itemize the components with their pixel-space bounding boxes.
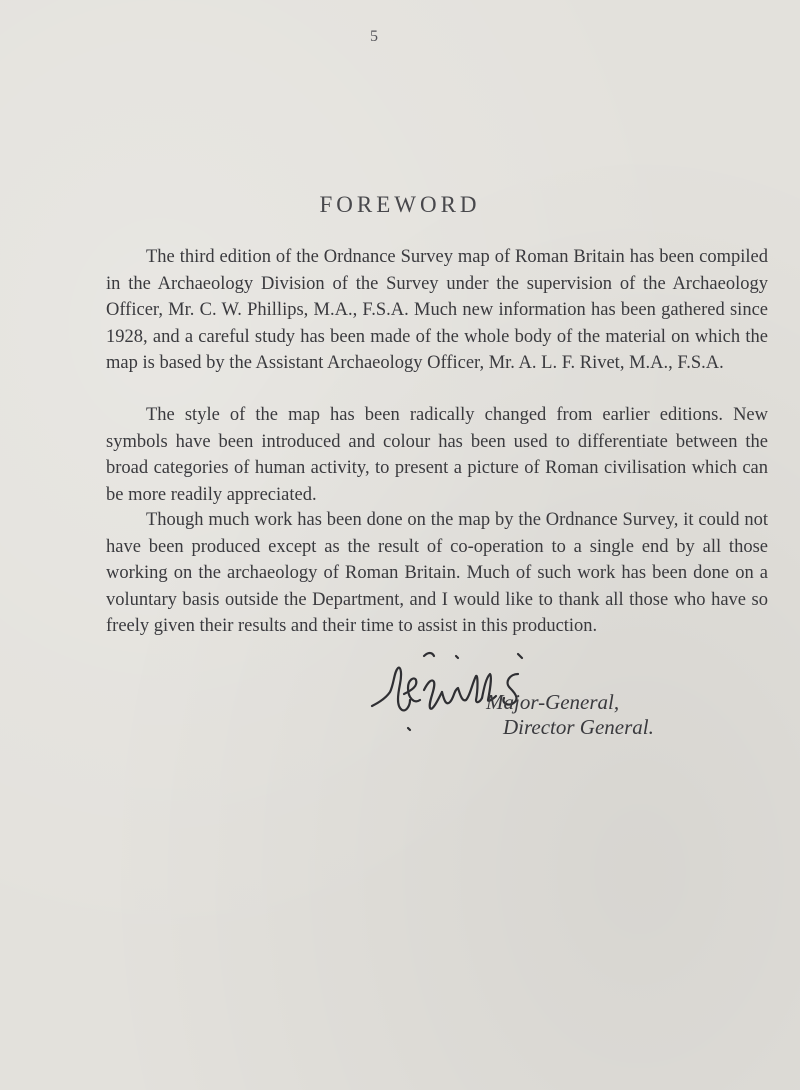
signature-title: Director General.	[503, 715, 654, 739]
paragraph-2: The style of the map has been radically changed from earlier editions. New symbols have been introduced and colour has been used to differentiate between the broad categories of human activity, to present a picture of Roman civilisation which can be more readily appreciated.	[106, 405, 768, 505]
page-title: FOREWORD	[319, 192, 481, 217]
signature-block	[368, 644, 688, 754]
signature-rank: Major-General,	[486, 690, 620, 714]
page-number: 5	[370, 28, 378, 45]
paragraph-1: The third edition of the Ordnance Survey map of Roman Britain has been compiled in the Archaeology Division of the Survey under the supervision of the Archaeology Officer, Mr. C. W. Phillips, M.A., F.S.A. Much new information has been gathered since 1928, and a careful study has been made of the whole body of the material on which the map is based by the Assistant Archaeology Officer, Mr. A. L. F. Rivet, M.A., F.S.A.	[106, 247, 768, 373]
paragraph-3: Though much work has been done on the map by the Ordnance Survey, it could not have been produced except as the result of co-operation to a single end by all those working on the archaeology of Roman Britain. Much of such work has been done on a voluntary basis outside the Department, and I would like to thank all those who have so freely given their results and their time to assist in this production.	[106, 510, 768, 636]
